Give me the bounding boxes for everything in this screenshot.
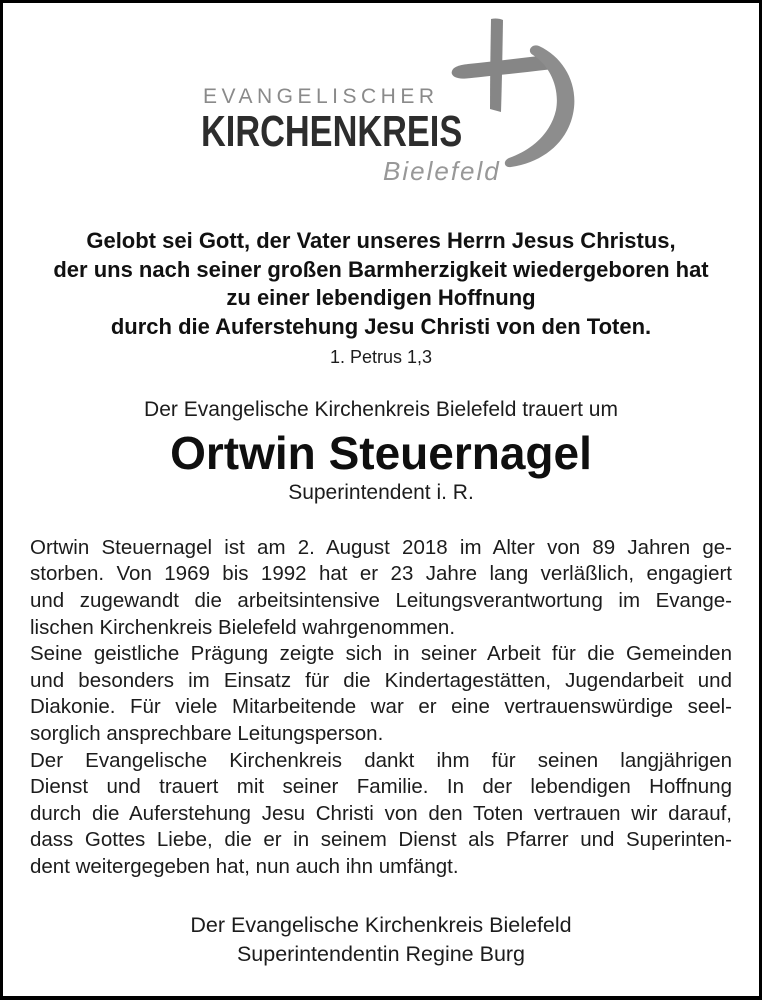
logo-title: KIRCHENKREIS [201, 107, 463, 156]
logo-eyebrow: EVANGELISCHER [203, 85, 439, 108]
obituary-line: Der Evangelische Kirchenkreis dankt ihm für seinen langjährigen [30, 748, 732, 772]
obituary-line: sorglich ansprechbare Leitungsperson. [30, 722, 384, 746]
obituary-line: Diakonie. Für viele Mitarbeitende war er eine vertrauenswürdige seel- [30, 695, 732, 719]
obituary-line: durch die Auferstehung Jesu Christi von den Toten vertrauen wir darauf, [30, 801, 732, 825]
scripture-line: durch die Auferstehung Jesu Christi von den Toten. [110, 313, 652, 339]
scripture-line: Gelobt sei Gott, der Vater unseres Herrn Jesus Christus, [86, 228, 676, 253]
logo-subtitle: Bielefeld [383, 156, 501, 186]
obituary-line: und zugewandt die arbeitsintensive Leitungsverantwortung im Evange- [30, 589, 732, 613]
obituary-line: Seine geistliche Prägung zeigte sich in seiner Arbeit für die Gemeinden [30, 642, 732, 666]
obituary-line: und besonders im Einsatz für die Kindertagestätten, Jugendarbeit und [30, 668, 732, 692]
cross-with-swoosh-icon [430, 15, 580, 200]
closing-signatory: Superintendentin Regine Burg [236, 941, 526, 966]
closing-block [3, 911, 759, 969]
scripture-reference: 1. Petrus 1,3 [329, 347, 433, 367]
obituary-line: dass Gottes Liebe, die er in seinem Dienst als Pfarrer und Superinten- [30, 828, 732, 852]
scripture-line: der uns nach seiner großen Barmherzigkeit wiedergeboren hat [53, 256, 709, 282]
obituary-line: storben. Von 1969 bis 1992 hat er 23 Jahre lang verläßlich, engagiert [30, 562, 732, 586]
mourning-intro: Der Evangelische Kirchenkreis Bielefeld trauert um [144, 398, 618, 421]
obituary-line: lischen Kirchenkreis Bielefeld wahrgenommen. [30, 615, 456, 639]
deceased-title: Superintendent i. R. [288, 480, 474, 504]
church-logo [185, 11, 577, 203]
scripture-line: zu einer lebendigen Hoffnung [226, 285, 536, 310]
scripture-quote [3, 227, 759, 341]
obituary-line: Ortwin Steuernagel ist am 2. August 2018 im Alter von 89 Jahren ge- [30, 535, 732, 559]
deceased-name: Ortwin Steuernagel [170, 427, 592, 479]
obituary-line: Dienst und trauert mit seiner Familie. In der lebendigen Hoffnung [30, 775, 732, 799]
obituary-line: dent weitergegeben hat, nun auch ihn umfängt. [30, 855, 459, 879]
closing-organization: Der Evangelische Kirchenkreis Bielefeld [190, 912, 572, 937]
obituary-text [30, 535, 732, 881]
